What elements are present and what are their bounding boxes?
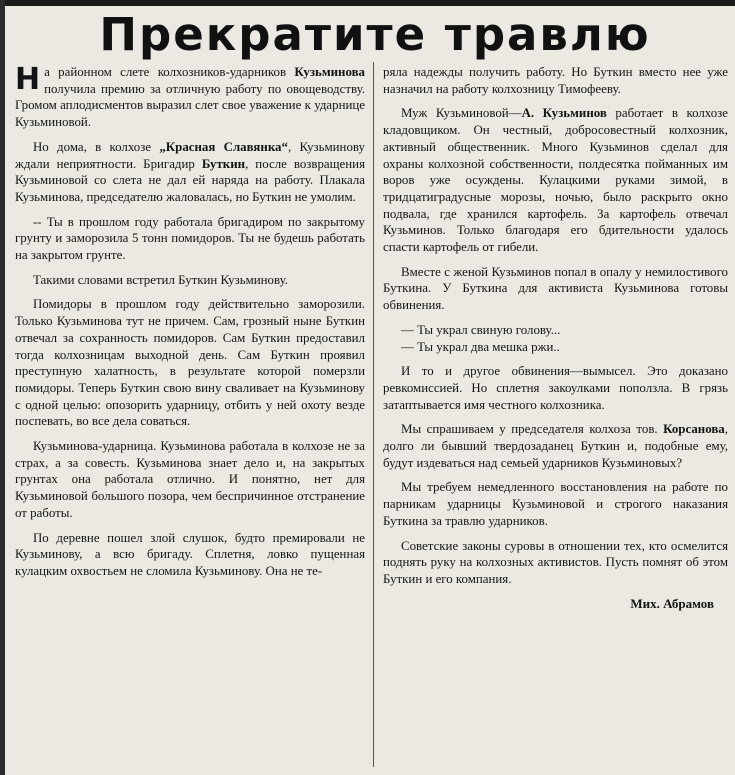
paragraph: ряла надежды получить работу. Но Буткин вместо нее уже назначил на работу колхозницу Тимофееву. xyxy=(383,65,728,96)
text-span: получила премию за отличную работу по овощеводству. Громом аплодисментов выразил слет свое уважение к ударнице Кузьминовой. xyxy=(15,81,365,130)
top-rule xyxy=(0,0,735,6)
article-column-left xyxy=(15,64,365,588)
name-korsanov: Корсанова xyxy=(663,422,725,437)
paragraph xyxy=(383,421,728,471)
kolkhoz-name: „Красная Славянка“ xyxy=(159,139,288,154)
headline: Прекратите травлю xyxy=(99,8,651,61)
column-divider xyxy=(373,62,374,767)
paragraph: И то и другое обвинения—вымысел. Это доказано ревкомиссией. Но сплетня закоулками поползла. В грязь затаптывается имя честного колхозника. xyxy=(383,364,728,412)
article-column-right xyxy=(383,64,728,612)
paragraph: -- Ты в прошлом году работала бригадиром по закрытому грунту и заморозила 5 тонн помидоров. Ты не будешь работать на закрытом грунте. xyxy=(15,214,365,263)
text-span: Муж Кузьминовой— xyxy=(401,106,522,121)
text-span: а районном слете колхозников-ударников xyxy=(44,65,295,79)
name-kuzminova: Кузьминова xyxy=(294,65,365,79)
text-span: , долго ли бывший твердозаданец Буткин и, подобные ему, будут издеваться над семьей ударников Кузьминовых? xyxy=(383,422,728,470)
text-span: работает в колхозе кладовщиком. Он честный, добросовестный колхозник, активный общественник. Много Кузьминов сделал для охраны колхозной собственности, полдесятка пойманных им воров уже осуждены. Кулацкими руками зимой, в тридцатиградусные морозы, ночью, было раскрыто окно подвала, где хранился картофель. За картофель отвечал Кузьминов. Только благодаря его бдительности удалось спасти картофель от гибели. xyxy=(383,106,728,255)
paragraph xyxy=(15,64,365,131)
paragraph: Вместе с женой Кузьминов попал в опалу у немилостивого Буткина. У Буткина для активиста Кузьминова готовы обвинения. xyxy=(383,264,728,313)
left-edge-rule xyxy=(0,0,5,775)
paragraph xyxy=(383,105,728,255)
paragraph: Советские законы суровы в отношении тех, кто осмелится поднять руку на колхозных активистов. Пусть помнят об этом Буткин и его компания. xyxy=(383,538,728,586)
name-butkin: Буткин xyxy=(201,156,246,171)
name-a-kuzminov: А. Кузьминов xyxy=(521,106,607,121)
paragraph: Мы требуем немедленного восстановления на работе по парникам ударницы Кузьминовой и строгого наказания Буткина за травлю ударников. xyxy=(383,480,728,528)
paragraph: По деревне пошел злой слушок, будто премировали не Кузьминову, а всю бригаду. Сплетня, ловко пущенная кулацким охвостьем не сломила Кузьминову. Она не те- xyxy=(15,530,365,578)
paragraph: Такими словами встретил Буткин Кузьминову. xyxy=(33,272,289,287)
text-span: Но дома, в колхозе xyxy=(33,139,160,154)
drop-cap: Н xyxy=(15,62,41,97)
paragraph xyxy=(15,139,365,206)
quote-line: — Ты украл два мешка ржи.. xyxy=(401,339,560,354)
paragraph: Помидоры в прошлом году действительно заморозили. Только Кузьминова тут не причем. Сам, грозный ныне Буткин отвечал за сохранность помидоров. Сам Буткин предоставил тогда колхозницам выходной день. Сам Буткин проявил преступную халатность, в результате которой померзли помидоры. Теперь Буткин свою вину сваливает на Кузьминову с одной целью: опозорить ударницу, отбить у ней охоту везде поспевать, во все дела соваться. xyxy=(15,297,365,429)
author-signature: Мих. Абрамов xyxy=(630,595,714,611)
text-span: Мы спрашиваем у председателя колхоза тов. xyxy=(401,422,664,437)
quote-line: — Ты украл свиную голову... xyxy=(401,322,561,337)
paragraph: Кузьминова-ударница. Кузьминова работала в колхозе не за страх, а за совесть. Кузьминова знает дело и, на закрытых грунтах она работала отлично. И понятно, нет для Кузьминовой большого позора, чем беспричинное отстранение от работы. xyxy=(15,439,365,520)
text-span: , после возвращения Кузьминовой со слета не дал ей наряда на работу. Плакала Кузьминова, председателю жаловалась, но Буткин не умолим. xyxy=(15,156,365,204)
text-span: , Кузьминову ждали неприятности. Бригадир xyxy=(15,139,365,171)
